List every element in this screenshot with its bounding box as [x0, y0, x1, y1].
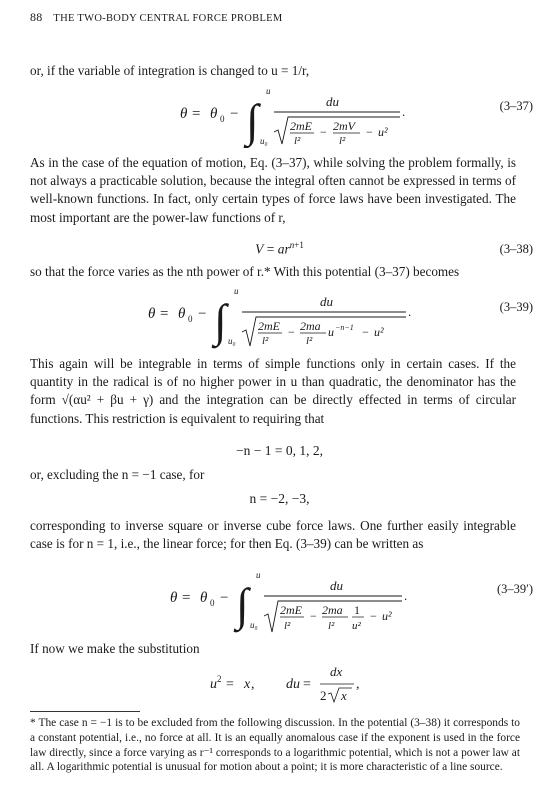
equation-n-values: −n − 1 = 0, 1, 2, — [236, 443, 323, 458]
svg-text:l²: l² — [262, 335, 269, 347]
svg-text:u₀: u₀ — [228, 336, 236, 346]
svg-text:−n−1: −n−1 — [335, 323, 354, 332]
svg-text:du: du — [330, 578, 343, 593]
intro-line: or, if the variable of integration is changed to u = 1/r, — [30, 63, 310, 78]
svg-text:2: 2 — [217, 674, 222, 684]
svg-text:−: − — [366, 125, 373, 139]
svg-text:=: = — [160, 306, 169, 322]
paragraph-integrable-cases: This again will be integrable in terms of simple functions only in certain cases. If the quantity in the radical is of no higher power in u than quadratic, the denominator has the form √(αu² + βu + γ) and the integration can be directly effected in terms of circular functions. This restriction is equivalent to requiring that — [30, 356, 516, 426]
svg-text:2: 2 — [320, 688, 327, 703]
svg-text:u: u — [210, 677, 217, 692]
equation-3-39 — [30, 284, 516, 350]
svg-text:=: = — [182, 590, 191, 606]
svg-text:u: u — [328, 325, 334, 339]
svg-text:θ: θ — [178, 306, 186, 322]
equation-3-39-prime — [30, 564, 516, 636]
line-after-3-38: so that the force varies as the nth power of r.* With this potential (3–37) becomes — [30, 264, 460, 279]
svg-text:du: du — [326, 94, 339, 109]
excluding-line: or, excluding the n = −1 case, for — [30, 467, 205, 482]
svg-text:u: u — [256, 570, 261, 580]
paragraph-linear-force: corresponding to inverse square or inverse cube force laws. One further easily integrable case is for n = 1, i.e., the linear force; for then Eq. (3–39) can be written as — [30, 518, 516, 552]
equation-number-3-39-prime: (3–39′) — [496, 582, 533, 596]
svg-text:x: x — [244, 677, 251, 692]
svg-text:−: − — [362, 325, 369, 339]
svg-text:−: − — [220, 590, 229, 606]
svg-text:θ: θ — [148, 306, 156, 322]
svg-text:x: x — [341, 688, 347, 703]
equation-3-37-graphic — [30, 84, 450, 148]
svg-text:u²: u² — [378, 125, 388, 139]
svg-text:.: . — [402, 104, 406, 119]
svg-text:0: 0 — [220, 114, 225, 124]
svg-text:u₀: u₀ — [250, 620, 258, 630]
equation-n-list: n = −2, −3, — [249, 491, 310, 506]
equation-3-39-prime-graphic — [30, 564, 450, 636]
svg-text:0: 0 — [188, 314, 193, 324]
svg-text:2mV: 2mV — [333, 119, 355, 133]
svg-text:=: = — [303, 677, 311, 692]
svg-text:θ: θ — [210, 106, 218, 122]
equation-3-38: $V = ar^{n+1}$ — [255, 240, 304, 257]
svg-text:u₀: u₀ — [260, 136, 268, 146]
svg-text:u: u — [234, 286, 239, 296]
svg-text:−: − — [370, 609, 377, 623]
running-title: THE TWO-BODY CENTRAL FORCE PROBLEM — [53, 13, 283, 24]
svg-text:,: , — [356, 677, 360, 692]
svg-text:l²: l² — [339, 135, 346, 147]
svg-text:∫: ∫ — [236, 579, 249, 630]
equation-number-3-39: (3–39) — [499, 300, 533, 314]
equation-number-3-38: (3–38) — [499, 242, 533, 256]
svg-text:l²: l² — [294, 135, 301, 147]
running-header — [30, 10, 283, 25]
svg-text:u²: u² — [352, 620, 361, 632]
svg-text:u²: u² — [374, 325, 384, 339]
svg-text:u: u — [266, 86, 271, 96]
svg-text:.: . — [408, 304, 412, 319]
equation-substitution-graphic — [30, 658, 450, 706]
footnote-rule — [30, 711, 140, 712]
svg-text:−: − — [310, 609, 317, 623]
svg-text:2mE: 2mE — [258, 319, 280, 333]
svg-text:,: , — [251, 677, 255, 692]
svg-text:2ma: 2ma — [300, 319, 321, 333]
equation-number-3-37: (3–37) — [499, 99, 533, 113]
equation-substitution — [30, 658, 516, 706]
substitution-line: If now we make the substitution — [30, 641, 200, 656]
svg-text:−: − — [230, 106, 239, 122]
svg-text:2ma: 2ma — [322, 603, 343, 617]
svg-text:2mE: 2mE — [280, 603, 302, 617]
svg-text:du: du — [320, 294, 333, 309]
equation-3-37 — [30, 84, 516, 148]
svg-text:l²: l² — [284, 620, 291, 632]
page-number: 88 — [30, 10, 43, 24]
svg-text:∫: ∫ — [214, 295, 227, 346]
svg-text:l²: l² — [306, 335, 313, 347]
svg-text:=: = — [226, 677, 234, 692]
svg-text:1: 1 — [354, 603, 360, 617]
svg-text:du: du — [286, 677, 300, 692]
svg-text:.: . — [404, 588, 408, 603]
svg-text:θ: θ — [200, 590, 208, 606]
paragraph-power-law: As in the case of the equation of motion, Eq. (3–37), while solving the problem formally, is not always a practicable solution, because the integral often cannot be expressed in terms of well-known functions. In fact, only certain types of force laws have been investigated. The most important are the power-law functions of r, — [30, 155, 516, 225]
equation-3-39-graphic — [30, 284, 450, 350]
footnote: * The case n = −1 is to be excluded from the following discussion. In the potential (3–38) it corresponds to a constant potential, i.e., no force at all. It is an equally anomalous case if the exponent is used in the force law directly, since a force varying as r⁻¹ corresponds to a logarithmic potential, which is not a power law at all. A logarithmic potential is unusual for motion about a point; it is more characteristic of a line source. — [30, 717, 520, 774]
svg-text:−: − — [198, 306, 207, 322]
svg-text:θ: θ — [170, 590, 178, 606]
svg-text:−: − — [320, 125, 327, 139]
svg-text:l²: l² — [328, 620, 335, 632]
svg-text:−: − — [288, 325, 295, 339]
svg-text:0: 0 — [210, 598, 215, 608]
svg-text:θ: θ — [180, 106, 188, 122]
svg-text:=: = — [192, 106, 201, 122]
svg-text:∫: ∫ — [246, 95, 259, 146]
svg-text:u²: u² — [382, 609, 392, 623]
svg-text:2mE: 2mE — [290, 119, 312, 133]
svg-text:dx: dx — [330, 664, 343, 679]
